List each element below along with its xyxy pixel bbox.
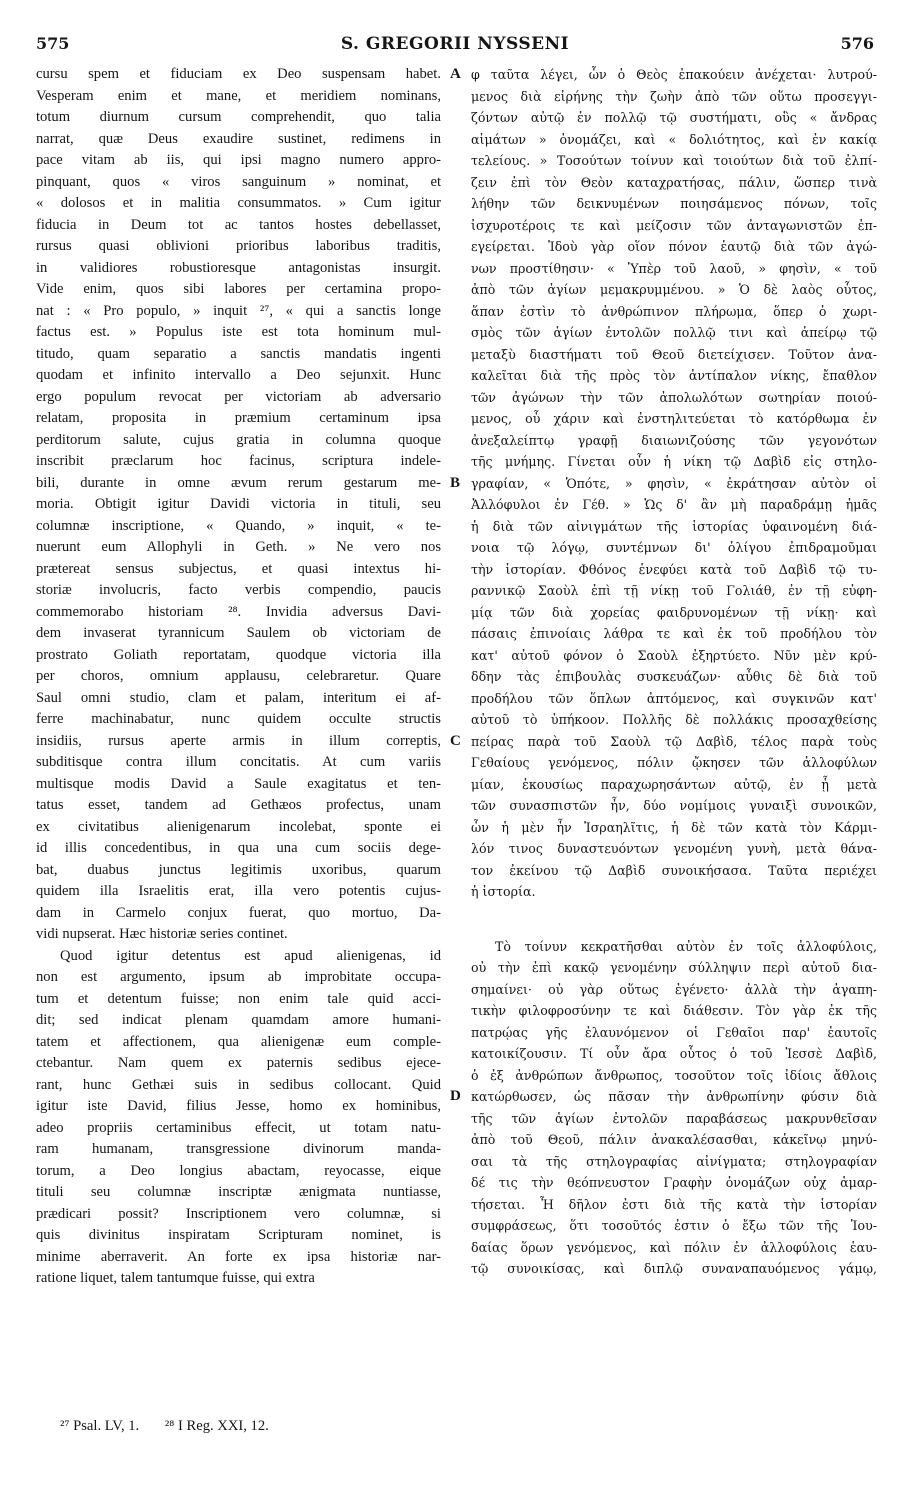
margin-marker-b: B bbox=[450, 475, 461, 491]
text-line: adeo propriis certaminibus effecit, ut totam natu- bbox=[36, 1119, 441, 1136]
text-line: nuerunt eum Allophyli in Geth. » Ne vero nos bbox=[36, 539, 441, 555]
text-line: prætereat sensus subjectus, et quasi intextus hi- bbox=[36, 560, 441, 577]
paragraph-gap bbox=[471, 903, 877, 936]
text-line: in validiores robustioresque antagonistas insurgit. bbox=[36, 259, 441, 276]
text-line: τήσεται. Ἦ δῆλον ἐστι διὰ τῆς κατὰ τὴν ἱστορίαν bbox=[471, 1196, 877, 1212]
latin-column bbox=[36, 64, 441, 1290]
text-line: αἱμάτων » ὀνομάζει, καὶ « δολιότητος, καὶ ἐν κακίᾳ bbox=[471, 131, 877, 147]
text-line: εγείρεται. Ἰδοὺ γὰρ οἵον πόνον ἑαυτῷ διὰ τῶν ἀγώ- bbox=[471, 239, 877, 254]
text-line: ἡ ἱστορία. bbox=[471, 884, 536, 899]
text-line: τῆς τῶν ἁγίων ἐντολῶν παραβάσεως μακρυνθεῖσαν bbox=[471, 1110, 877, 1126]
text-line: factus est. » Populus iste est tota hominum mul- bbox=[36, 324, 441, 340]
text-line: σαι τὰ τῆς στηλογραφίας αἰνίγματα; στηλογραφίαν bbox=[471, 1153, 877, 1169]
text-line: per choros, omnium applausu, celebraretur. Quare bbox=[36, 668, 441, 684]
text-line: Saul omni studio, clam et palam, interitum ei af- bbox=[36, 689, 441, 706]
text-line: κατοικίζουσιν. Τί οὖν ἄρα οὗτος ὁ τοῦ Ἰεσσὲ Δαβὶδ, bbox=[471, 1046, 877, 1061]
text-line: id illis concedentibus, in qua una cum sociis dege- bbox=[36, 840, 441, 856]
page-number-right: 576 bbox=[840, 34, 874, 53]
text-line: τῷ συνοικίσας, καὶ διπλῷ συναναπαυόμενος γάμῳ, bbox=[471, 1261, 877, 1276]
text-line: λήθην τῶν δεικνυμένων ποιησάμενος πόνων, τοῖς bbox=[471, 196, 877, 211]
text-line: subditisque contra illum concitatis. At cum variis bbox=[36, 754, 441, 770]
greek-column bbox=[471, 64, 877, 1280]
text-line: λόν τινος δυναστευόντων γενομένη γυνὴ, μετὰ θάνα- bbox=[471, 841, 877, 856]
text-line: prædicari possit? Inscriptionem vero columnæ, si bbox=[36, 1205, 441, 1222]
text-line: bili, durante in omne ævum rerum gestarum me- bbox=[36, 474, 441, 491]
text-line: μίαν, ἑκουσίως παραχωρησάντων αὐτῷ, ἐν ᾗ μετὰ bbox=[471, 776, 877, 792]
text-line: multisque modis David a Saule exagitatus et ten- bbox=[36, 775, 441, 792]
text-line: columnæ inscriptione, « Quando, » inquit, « te- bbox=[36, 517, 441, 534]
text-line: vidi nupserat. Hæc historiæ series continet. bbox=[36, 926, 288, 942]
text-line: μενος, οὗ χάριν καὶ ἐνστηλιτεύεται τὸ κατόρθωμα ἐν bbox=[471, 411, 877, 426]
text-line: Τὸ τοίνυν κεκρατῆσθαι αὐτὸν ἐν τοῖς ἀλλοφύλοις, bbox=[495, 938, 877, 954]
text-line: totum diurnum cursum comprehendit, quo talia bbox=[36, 109, 441, 125]
text-line: quidem illa Israelitis erat, illa vero potentis cujus- bbox=[36, 883, 441, 899]
text-line: τῶν συνασπιστῶν ἦν, δύο νομίμοις γυναιξὶ συνοικῶν, bbox=[471, 798, 877, 813]
text-line: συμφράσεως, ὅτι τοσοῦτός ἐστιν ὁ ἔξω τῶν τῆς Ἰου- bbox=[471, 1218, 877, 1233]
text-line: Γεθαίους γενόμενος, πόλιν ᾤκησεν τῶν ἀλλοφύλων bbox=[471, 755, 877, 770]
text-line: quis divinitus inspiratam Scripturam nominet, is bbox=[36, 1227, 441, 1243]
text-line: narrat, quæ Deus exaudire sustinet, redimens in bbox=[36, 130, 441, 147]
running-title: S. GREGORII NYSSENI bbox=[340, 34, 570, 54]
text-line: tatem et affectionem, qua alienigenæ eum comple- bbox=[36, 1033, 441, 1050]
text-line: non est argumento, ipsum ab improbitate occupa- bbox=[36, 969, 441, 985]
text-line: fiducia in Deum tot ac tantos hostes debellasset, bbox=[36, 216, 441, 233]
text-line: πάσαις ἐπινοίαις λάθρα τε καὶ ἐκ τοῦ προδήλου τὸν bbox=[471, 626, 877, 641]
text-line: storiæ involucris, facto verbis compendio, paucis bbox=[36, 582, 441, 598]
text-line: dem invaserat tyrannicum Saulem ob victoriam de bbox=[36, 625, 441, 641]
text-line: perditorum salute, cujus gratia in columna quoque bbox=[36, 431, 441, 448]
text-line: τελείους. » Τοσούτων τοίνυν καὶ τοιούτων διὰ τοῦ ἐλπί- bbox=[471, 153, 877, 168]
text-line: tituli seu columnæ inscriptæ ænigmata nuntiasse, bbox=[36, 1184, 441, 1200]
text-line: τικὴν φιλοφροσύνην τε καὶ διάθεσιν. Τὸν γὰρ ἐκ τῆς bbox=[471, 1003, 877, 1018]
text-line: ferre machinabatur, nunc quidem occulte structis bbox=[36, 711, 441, 727]
text-line: dam in Carmelo conjux fuerat, quo mortuo, Da- bbox=[36, 904, 441, 921]
text-line: dit; sed indicat plenam quamdam amore humani- bbox=[36, 1012, 441, 1028]
text-line: δαίας ὅρων γενόμενος, καὶ πόλιν ἐν ἀλλοφύλοις ἑαυ- bbox=[471, 1239, 877, 1255]
text-line: κατώρθωσεν, ὡς πᾶσαν τὴν ἀνθρωπίνην φύσιν διὰ bbox=[471, 1089, 877, 1104]
text-line: ζόντων αὐτῷ ἐν πολλῷ τῷ συστήματι, οὓς « ἄνδρας bbox=[471, 110, 877, 125]
text-line: ζειν ἐπὶ τὸν Θεὸν καταχρατήσας, πάλιν, ὥσπερ τινὰ bbox=[471, 174, 877, 190]
footnote-28: ²⁸ I Reg. XXI, 12. bbox=[164, 1418, 269, 1434]
margin-marker-a: A bbox=[450, 66, 461, 82]
footnotes bbox=[60, 1418, 291, 1435]
text-line: ἅπαν ἐστὶν τὸ ἀνθρώπινον πλήρωμα, ὅπερ ὁ χωρι- bbox=[471, 303, 877, 319]
text-line: σημαίνει· οὐ γὰρ οὕτως ἐγένετο· ἀλλὰ τὴν ἀγαπη- bbox=[471, 981, 877, 997]
text-line: inscribit præclarum hoc facinus, scriptura indele- bbox=[36, 453, 441, 469]
text-line: μίᾳ τῶν διὰ χορείας φαιδρυνομένων τῇ νίκῃ· καὶ bbox=[471, 604, 877, 620]
text-line: prostrato Goliath reportatam, quodque victoria illa bbox=[36, 646, 441, 663]
text-line: ergo populum revocat per victoriam ab adversario bbox=[36, 388, 441, 405]
text-line: ὧν ἡ μὲν ἦν Ἰσραηλῖτις, ἡ δὲ τῶν κατὰ τὸν Κάρμι- bbox=[471, 819, 877, 835]
text-line: quodam et infinito intervallo a Deo sejunxit. Hunc bbox=[36, 367, 441, 383]
text-line: ἰσχυροτέροις τε καὶ μείζοσιν τῶν ἀνταγωνιστῶν ἐπ- bbox=[471, 217, 877, 233]
text-line: σμὸς τῶν ἁγίων ἐντολῶν πολλῷ τινι καὶ ἀπείρῳ τῷ bbox=[471, 325, 877, 340]
text-line: cursu spem et fiduciam ex Deo suspensam habet. bbox=[36, 66, 441, 82]
footnote-27: ²⁷ Psal. LV, 1. bbox=[60, 1418, 140, 1434]
text-line: τὴν ἱστορίαν. Φθόνος ἐνεφύει κατὰ τοῦ Δαβὶδ τῷ τυ- bbox=[471, 561, 877, 577]
text-line: καλεῖται διὰ τῆς πρὸς τὸν ἀντίπαλον νίκης, ἔπαθλον bbox=[471, 368, 877, 383]
text-line: φ ταῦτα λέγει, ὧν ὁ Θεὸς ἐπακούειν ἀνέχεται· λυτρού- bbox=[471, 67, 877, 82]
text-line: Vesperam enim et mane, et meridiem nominans, bbox=[36, 87, 441, 104]
text-line: ἡ διὰ τῶν αἰνιγμάτων τῆς ἱστορίας ὑφαινομένη διά- bbox=[471, 518, 877, 534]
margin-marker-c: C bbox=[450, 733, 461, 749]
text-line: κατ' αὐτοῦ φόνον ὁ Σαοὺλ ἐξηρτύετο. Νῦν μὲν κρύ- bbox=[471, 647, 877, 663]
text-line: νων προστίθησιν· « Ὑπὲρ τοῦ λαοῦ, » φησὶν, « τοῦ bbox=[471, 260, 877, 276]
text-line: pace vitam ab iis, qui ipsi magno numero appro- bbox=[36, 152, 441, 168]
text-line: δέ τις τὴν θεόπνευστον Γραφὴν ὀνομάζων οὐχ ἁμαρ- bbox=[471, 1175, 877, 1190]
text-line: ctebantur. Nam quem ex paternis sedibus ejece- bbox=[36, 1055, 441, 1071]
text-line: πείρας παρὰ τοῦ Σαοὺλ τῷ Δαβὶδ, τέλος παρὰ τοὺς bbox=[471, 733, 877, 749]
text-line: ἀνεξαλείπτῳ γραφῇ διαιωνιζούσης τῶν γεγονότων bbox=[471, 432, 877, 448]
text-line: ραννικῷ Σαοὺλ ἐπὶ τῇ νίκῃ τοῦ Γολιάθ, ἐν τῇ εὐφη- bbox=[471, 583, 877, 598]
margin-marker-d: D bbox=[450, 1088, 461, 1104]
text-line: relatam, proposita in præmium certaminum ipsa bbox=[36, 410, 441, 426]
text-line: τῶν ἀγώνων τὴν τῶν ἀπολωλότων σωτηρίαν ποιού- bbox=[471, 389, 877, 405]
text-line: ex civitatibus alienigenarum incolebat, sponte ei bbox=[36, 818, 441, 835]
text-line: Vide enim, quos sibi labores per certamina propo- bbox=[36, 281, 441, 297]
text-line: ὁ ἐξ ἀνθρώπων ἄνθρωπος, τοσοῦτον τοῖς ἰδίοις ἄθλοις bbox=[471, 1067, 877, 1083]
text-line: μενος διὰ εἰρήνης τὴν ζωὴν ἀπὸ τῶν οὕτω προσεγγι- bbox=[471, 88, 877, 104]
text-line: ram humanam, transgressione divinorum manda- bbox=[36, 1141, 441, 1157]
text-line: ratione liquet, talem tantumque fuisse, qui extra bbox=[36, 1270, 315, 1286]
text-line: οὐ τὴν ἐπὶ κακῷ γενομένην σύλληψιν περὶ αὐτοῦ δια- bbox=[471, 960, 877, 975]
text-line: τον ἐκείνου τῷ Δαβὶδ συνοικήσασα. Ταῦτα περιέχει bbox=[471, 862, 877, 878]
text-line: νοια τῷ λόγῳ, συντέμνων δι' ὀλίγου ἐπιδραμοῦμαι bbox=[471, 540, 877, 555]
text-line: rant, hunc Gethæi suis in sedibus collocant. Quid bbox=[36, 1076, 441, 1093]
text-line: πατρῴας γῆς ἐλαυνόμενον οἱ Γεθαῖοι παρ' ἑαυτοῖς bbox=[471, 1024, 877, 1040]
text-line: Quod igitur detentus est apud alienigenas, id bbox=[60, 947, 441, 964]
text-line: γραφίαν, « Ὁπότε, » φησὶν, « ἐκράτησαν αὐτὸν οἱ bbox=[471, 475, 877, 491]
text-line: Ἀλλόφυλοι ἐν Γέθ. » Ὡς δ' ἂν μὴ παραδράμῃ ἡμᾶς bbox=[471, 497, 877, 512]
text-line: tum et detentum fuisse; non enim tale quid acci- bbox=[36, 990, 441, 1007]
page-number-left: 575 bbox=[36, 34, 70, 53]
text-line: commemorabo historiam ²⁸. Invidia adversus Davi- bbox=[36, 603, 441, 620]
text-line: insidiis, rursus aperte armis in illum correptis, bbox=[36, 732, 441, 749]
text-line: torum, a Deo longius abactam, reyocasse, eique bbox=[36, 1162, 441, 1179]
running-head bbox=[36, 34, 874, 58]
text-line: « dolosos et in malitia consummatos. » Cum igitur bbox=[36, 195, 441, 211]
text-line: αὐτοῦ τὸ ὑπήκοον. Πολλῆς δὲ πολλάκις προσαχθείσης bbox=[471, 712, 877, 727]
text-line: ἀπὸ τῶν ἁγίων μεμακρυμμένου. » Ὁ δὲ λαὸς οὗτος, bbox=[471, 282, 877, 297]
text-line: igitur iste David, filius Jesse, homo ex hominibus, bbox=[36, 1098, 441, 1114]
text-line: pinquant, quos « viros sanguinum » nominat, et bbox=[36, 173, 441, 190]
text-line: titudo, quam separatio a sanctis mandatis ingenti bbox=[36, 345, 441, 362]
text-line: tatus esset, tandem ad Gethæos profectus, unam bbox=[36, 797, 441, 813]
text-line: προδήλου τῶν ὅπλων ἀπτόμενος, καὶ συγκινῶν κατ' bbox=[471, 690, 877, 706]
text-line: moria. Obtigit igitur Davidi victoria in tituli, seu bbox=[36, 496, 441, 512]
text-line: nat : « Pro populo, » inquit ²⁷, « qui a sanctis longe bbox=[36, 302, 441, 319]
text-line: rursus quasi oblivioni prioribus laboribus traditis, bbox=[36, 238, 441, 254]
text-line: μεταξὺ διαστήματι τοῦ Θεοῦ διετείχισεν. Τοῦτον ἀνα- bbox=[471, 346, 877, 362]
text-line: bat, duabus junctus legitimis uxoribus, quarum bbox=[36, 861, 441, 878]
text-line: minime aberraverit. An forte ex ipsa historiæ nar- bbox=[36, 1248, 441, 1265]
text-line: ἀπὸ τοῦ Θεοῦ, πάλιν ἀνακαλέσασθαι, κἀκεῖνῳ μηνύ- bbox=[471, 1132, 877, 1147]
text-line: τῆς μνήμης. Γίνεται οὖν ἡ νίκη τῷ Δαβὶδ εἰς στηλο- bbox=[471, 454, 877, 469]
text-line: δδην τὰς ἐπιβουλὰς συσκευάζων· αὖθις δὲ διὰ τοῦ bbox=[471, 669, 877, 684]
